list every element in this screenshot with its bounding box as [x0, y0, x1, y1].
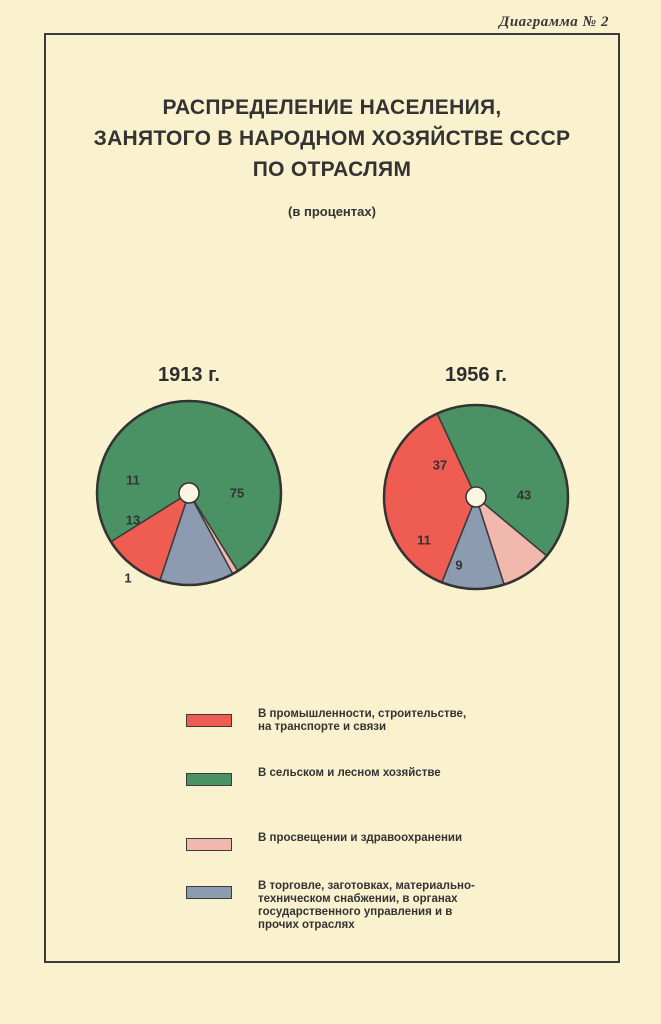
legend-label-education-line-1: В просвещении и здравоохранении — [258, 832, 463, 844]
pie-title-1: 1913 г. — [158, 364, 220, 386]
legend-label-trade-line-3: государственного управления и в — [258, 906, 453, 918]
legend-label-agriculture — [258, 767, 538, 780]
slice-label-trade: 13 — [125, 512, 141, 528]
legend-label-industry-line-1: В промышленности, строительстве, — [258, 708, 467, 720]
legend-swatch-education — [186, 838, 232, 851]
diagram-number-label: Диаграмма № 2 — [499, 14, 609, 30]
chart-title-line-3: ПО ОТРАСЛЯМ — [252, 158, 412, 181]
slice-label-agriculture: 75 — [229, 485, 245, 501]
legend-label-trade-line-1: В торговле, заготовках, материально- — [258, 880, 475, 892]
legend-swatch-agriculture — [186, 773, 232, 786]
chart-subtitle: (в процентах) — [288, 204, 376, 219]
legend-swatch-industry — [186, 714, 232, 727]
pie-chart-2 — [384, 364, 568, 589]
legend-label-trade-line-4: прочих отраслях — [258, 919, 355, 931]
legend-label-trade — [258, 880, 538, 932]
chart-title-line-2: ЗАНЯТОГО В НАРОДНОМ ХОЗЯЙСТВЕ СССР — [93, 127, 571, 150]
chart-title-line-1: РАСПРЕДЕЛЕНИЕ НАСЕЛЕНИЯ, — [162, 96, 502, 119]
legend-label-industry — [258, 708, 538, 734]
slice-label-education: 9 — [455, 557, 463, 573]
legend-label-education — [258, 832, 538, 845]
pie-title-2: 1956 г. — [445, 364, 507, 386]
slice-label-industry: 37 — [432, 457, 448, 473]
slice-label-industry: 11 — [126, 472, 140, 488]
legend-label-trade-line-2: техническом снабжении, в органах — [258, 893, 458, 905]
legend-swatch-trade — [186, 886, 232, 899]
pie-center-hole — [179, 483, 199, 503]
legend-label-industry-line-2: на транспорте и связи — [258, 721, 387, 733]
slice-label-agriculture: 43 — [516, 487, 532, 503]
pie-center-hole — [466, 487, 486, 507]
slice-label-trade: 11 — [417, 532, 431, 548]
slice-label-education: 1 — [124, 570, 132, 586]
legend-label-agriculture-line-1: В сельском и лесном хозяйстве — [258, 767, 441, 779]
pie-chart-1 — [97, 364, 281, 585]
